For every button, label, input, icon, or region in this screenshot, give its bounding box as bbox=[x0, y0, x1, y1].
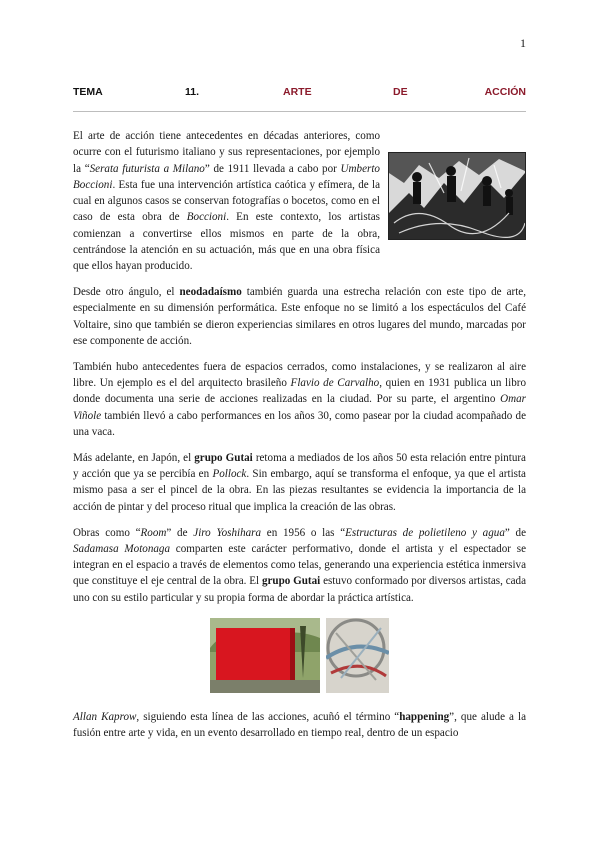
text-span: comparten este carácter performativo, donde el artista y el espectador se integran en el espacio a través de elementos como telas, generando una experiencia estética inmersiva que constituye el eje central de la obra. El bbox=[73, 542, 526, 588]
text-span: , quien en 1931 publica un libro donde documenta una serie de acciones realizadas en la ciudad. Por su parte, el argentino bbox=[73, 377, 526, 406]
title-word: ACCIÓN bbox=[484, 86, 526, 98]
paragraph bbox=[73, 450, 526, 515]
text-span: también llevó a cabo performances en los años 30, como pasear por la ciudad acompañado de una vaca. bbox=[73, 409, 526, 439]
key-term: happening bbox=[399, 711, 450, 724]
artist-name: Sadamasa Motonaga bbox=[73, 542, 171, 555]
red-panel-image bbox=[210, 618, 320, 693]
artist-name: Omar Viñole bbox=[73, 393, 526, 422]
page-number: 1 bbox=[520, 36, 526, 50]
artist-name: Pollock bbox=[212, 468, 247, 481]
artist-name: Flavio de Carvalho bbox=[290, 377, 380, 390]
title-word: TEMA bbox=[73, 86, 103, 98]
title-divider bbox=[73, 111, 526, 112]
text-span: ” de bbox=[166, 526, 194, 539]
paragraph bbox=[73, 359, 526, 440]
text-span: retoma a mediados de los años 50 esta relación entre pintura y acción que ya se percibía en bbox=[73, 451, 526, 481]
text-span: El arte de acción tiene antecedentes en décadas anteriores, como ocurre con el futurismo italiano y sus representaciones, por ejemplo la “ bbox=[73, 130, 380, 175]
key-term: grupo Gutai bbox=[194, 451, 253, 464]
title-word: DE bbox=[393, 86, 408, 98]
artist-name: Boccioni bbox=[186, 211, 227, 224]
text-span: en 1956 o las “ bbox=[261, 526, 346, 539]
document-body bbox=[73, 128, 526, 751]
text-span: . Sin embargo, aquí se transforma el enfoque, ya que el artista mismo pasa a ser el pincel de la obra. En las piezas resultantes se evidencia la importancia de la acción de pintar y del proceso ritual que implica la creación de las obras. bbox=[73, 468, 526, 513]
title-word: 11. bbox=[185, 86, 200, 98]
paragraph bbox=[73, 284, 526, 349]
text-span: ” de 1911 llevada a cabo por bbox=[204, 162, 341, 175]
text-span: ” de bbox=[504, 526, 526, 539]
artist-name: Allan Kaprow bbox=[73, 711, 137, 724]
key-term: grupo Gutai bbox=[261, 575, 321, 588]
text-span: . Esta fue una intervención artística caótica y efímera, de la cual en algunos casos se conservan fotografías o bocetos, como en el caso de esta obra de bbox=[73, 178, 380, 224]
paragraph bbox=[73, 709, 526, 742]
text-span: Desde otro ángulo, el bbox=[73, 286, 180, 299]
page-title bbox=[73, 86, 526, 100]
text-span: ”, que alude a la fusión entre arte y vida, en un evento desarrollado en tiempo real, dentro de un espacio bbox=[73, 711, 526, 740]
artwork-title: Room bbox=[140, 526, 167, 539]
paragraph bbox=[73, 525, 526, 606]
text-span: Obras como “ bbox=[73, 526, 141, 539]
text-span: estuvo conformado por diversos artistas, cada uno con su estilo particular y su propia forma de abordar la práctica artística. bbox=[73, 575, 527, 604]
artwork-figures bbox=[73, 618, 526, 693]
boccioni-sketch-image bbox=[388, 152, 526, 240]
text-span: también guarda una estrecha relación con este tipo de arte, especialmente en su dimensión performática. Este enfoque no se limitó a los espectáculos del Café Voltaire, sino que también se dieron experiencias similares en otros lugares del mundo, marcadas por ese componente de acción. bbox=[73, 286, 526, 348]
artwork-title: Serata futurista a Milano bbox=[89, 162, 205, 175]
text-span: También hubo antecedentes fuera de espacios cerrados, como instalaciones, y se realizaron al aire libre. Un ejemplo es el del arquitecto brasileño bbox=[73, 360, 526, 390]
artist-name: Umberto Boccioni bbox=[73, 162, 380, 191]
artist-name: Jiro Yoshihara bbox=[193, 526, 262, 539]
title-word: ARTE bbox=[283, 86, 312, 98]
text-span: , siguiendo esta línea de las acciones, acuñó el término “ bbox=[136, 711, 400, 724]
artwork-title: Estructuras de polietileno y agua bbox=[345, 526, 505, 539]
polyethylene-structure-image bbox=[326, 618, 389, 693]
key-term: neodadaísmo bbox=[179, 286, 242, 299]
text-span: . En este contexto, los artistas comienzan a convertirse ellos mismos en parte de la obra, centrándose la atención en su actuación, más que en una obra física que ellos hayan producido. bbox=[73, 211, 380, 273]
text-span: Más adelante, en Japón, el bbox=[73, 451, 195, 464]
